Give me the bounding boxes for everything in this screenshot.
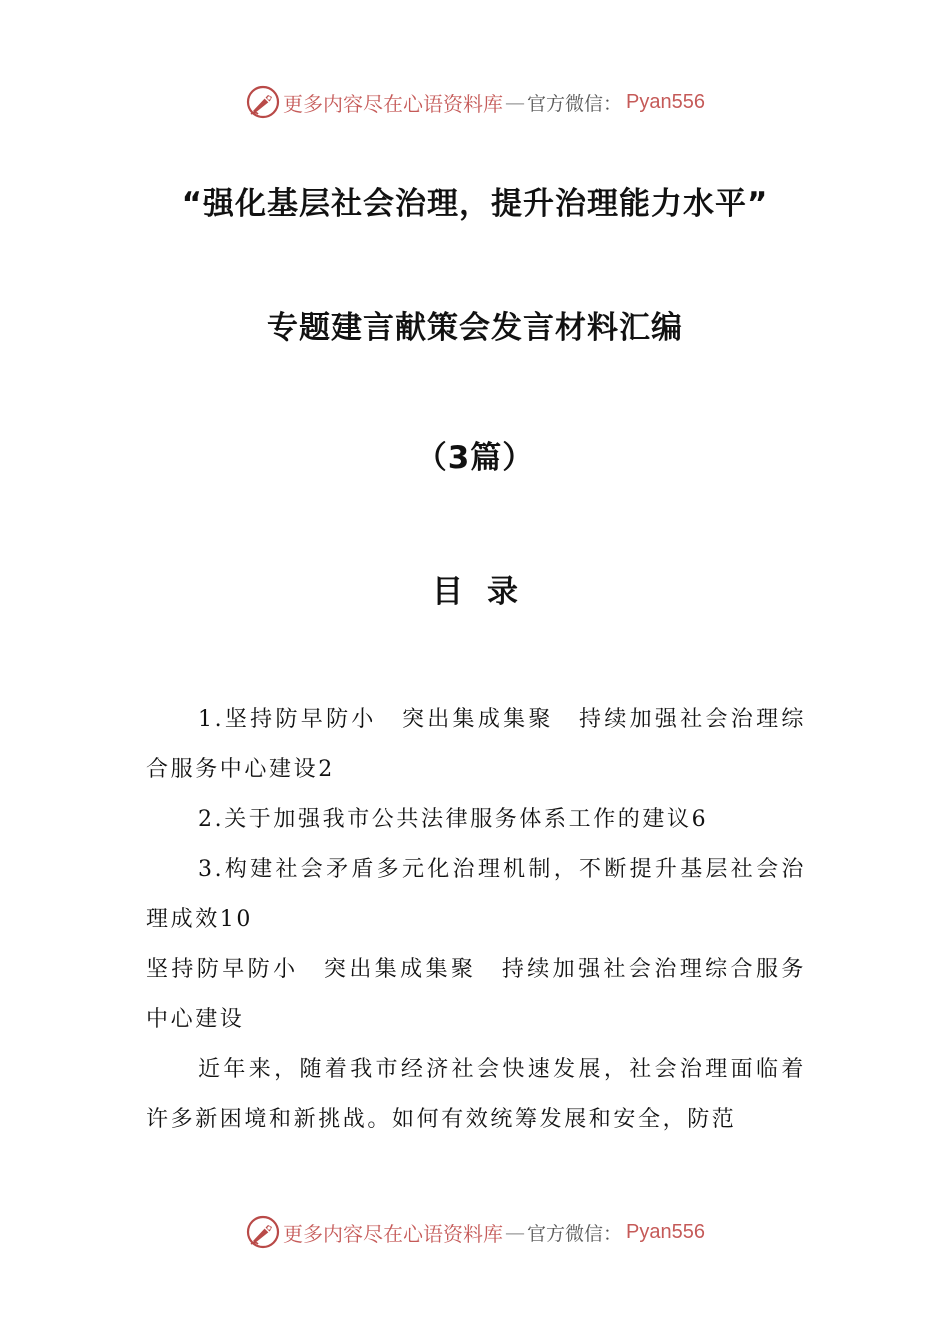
toc-heading-char1: 目 — [432, 574, 463, 610]
footer-separator: — — [505, 1220, 525, 1244]
footer-wechat-label: 官方微信： — [527, 1222, 623, 1245]
pen-nib-icon — [245, 1214, 281, 1250]
toc-item-3[interactable]: 3.构建社会矛盾多元化治理机制，不断提升基层社会治理成效10 — [146, 857, 806, 932]
pen-nib-icon — [245, 84, 281, 120]
table-of-contents — [146, 695, 806, 945]
toc-heading-char2: 录 — [487, 574, 518, 610]
document-title-count: （3篇） — [415, 440, 535, 476]
section-1-paragraph: 近年来，随着我市经济社会快速发展，社会治理面临着许多新困境和新挑战。如何有效统筹发展和安全，防范 — [146, 1057, 806, 1132]
section-1-heading: 坚持防早防小 突出集成集聚 持续加强社会治理综合服务中心建设 — [146, 957, 806, 1032]
document-title-line1: “强化基层社会治理，提升治理能力水平” — [181, 186, 769, 222]
banner-separator: — — [505, 90, 525, 114]
header-banner — [0, 82, 950, 122]
section-1 — [146, 945, 806, 1145]
document-title-line2: 专题建言献策会发言材料汇编 — [267, 310, 683, 346]
footer-wechat-id: Pyan556 — [626, 1220, 705, 1243]
footer-banner — [0, 1212, 950, 1252]
toc-item-2[interactable]: 2.关于加强我市公共法律服务体系工作的建议6 — [198, 807, 709, 832]
banner-wechat-id: Pyan556 — [626, 90, 705, 113]
footer-site-text: 更多内容尽在心语资料库 — [283, 1221, 503, 1246]
toc-heading — [0, 566, 950, 611]
toc-item-1[interactable]: 1.坚持防早防小 突出集成集聚 持续加强社会治理综合服务中心建设2 — [146, 707, 806, 782]
banner-wechat-label: 官方微信： — [527, 92, 623, 115]
banner-site-text: 更多内容尽在心语资料库 — [283, 91, 503, 116]
